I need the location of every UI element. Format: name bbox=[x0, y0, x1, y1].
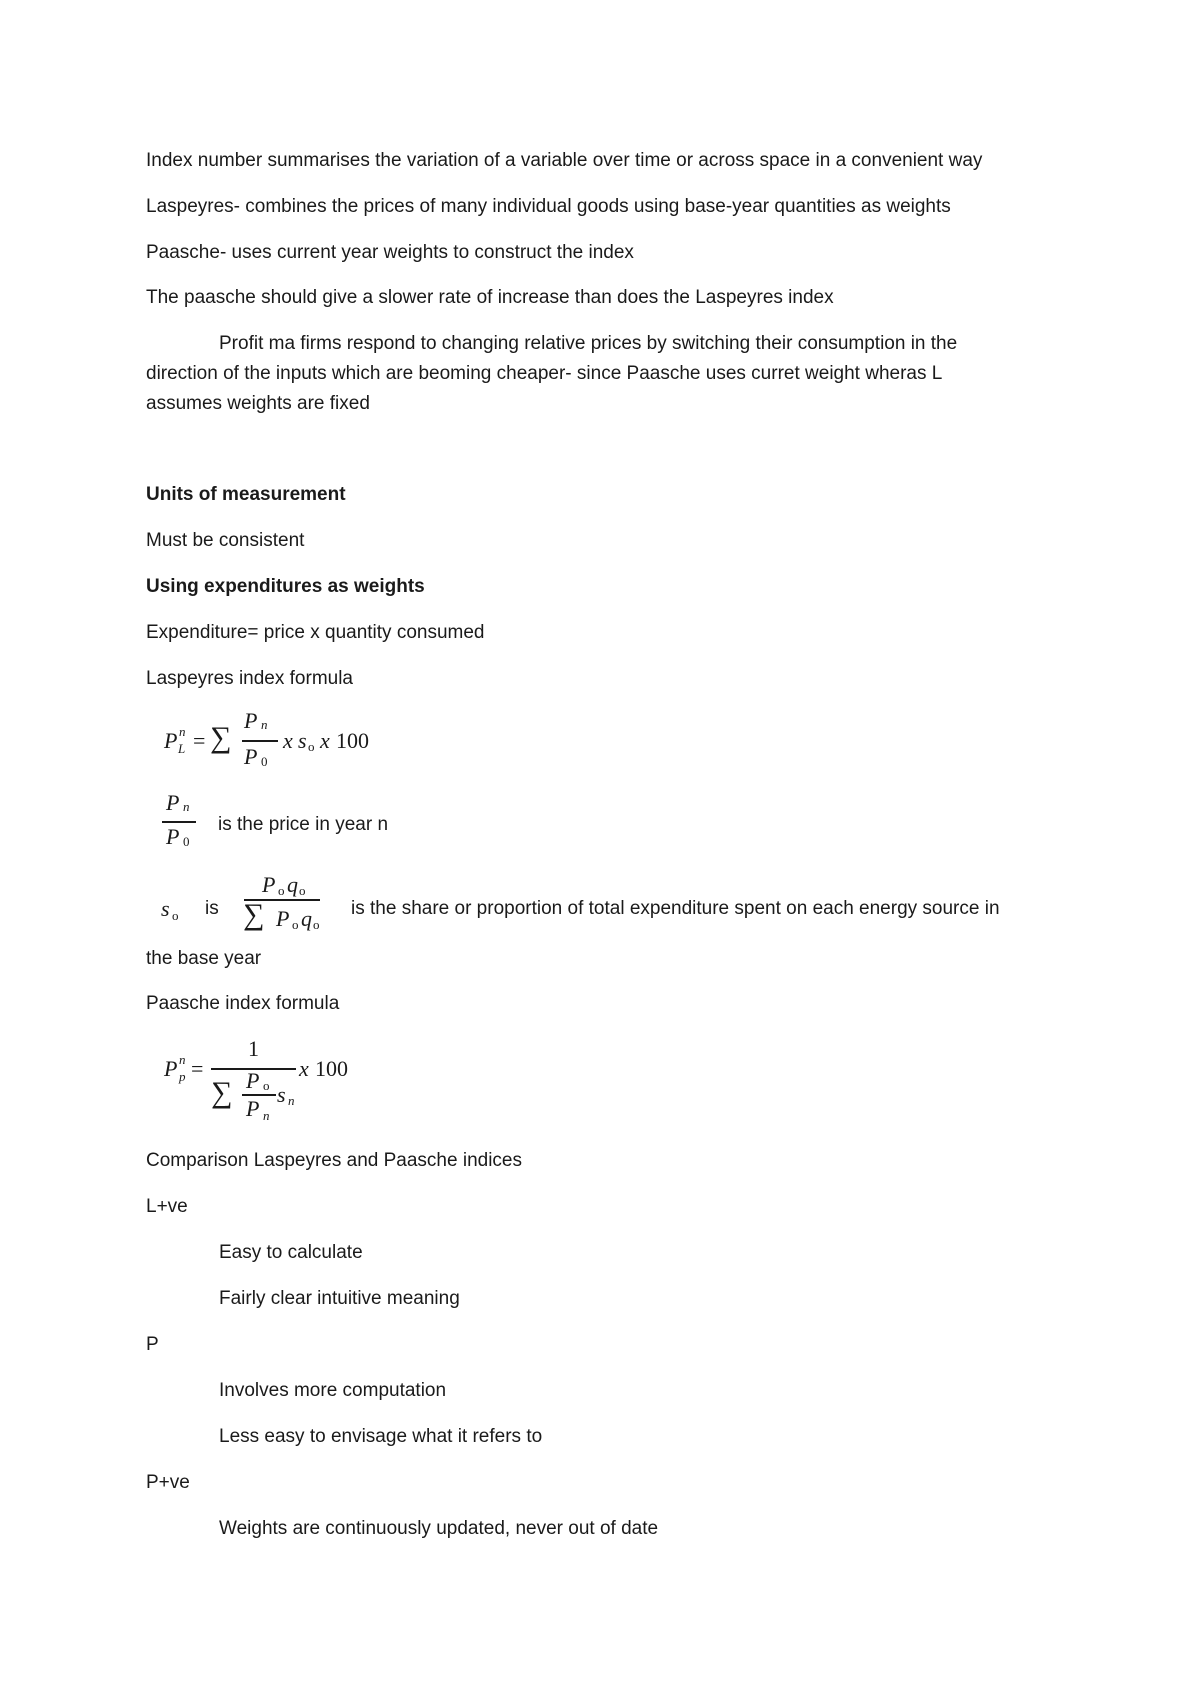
share-text-line1: is the share or proportion of total expenditure spent on each energy source in bbox=[351, 898, 1000, 919]
share-is-label: is bbox=[205, 898, 219, 919]
paragraph-comparison: The paasche should give a slower rate of increase than does the Laspeyres index bbox=[146, 287, 834, 308]
paragraph-laspeyres: Laspeyres- combines the prices of many individual goods using base-year quantities as weights bbox=[146, 196, 951, 217]
list-item: Fairly clear intuitive meaning bbox=[219, 1288, 460, 1309]
paasche-negative-label: P bbox=[146, 1334, 159, 1355]
share-fraction: P o q o ∑ P o q o bbox=[243, 872, 320, 932]
heading-expenditures: Using expenditures as weights bbox=[146, 576, 425, 597]
comparison-title: Comparison Laspeyres and Paasche indices bbox=[146, 1150, 522, 1171]
list-item: Weights are continuously updated, never out of date bbox=[219, 1518, 659, 1539]
units-text: Must be consistent bbox=[146, 530, 305, 551]
laspeyres-formula-title: Laspeyres index formula bbox=[146, 668, 353, 689]
laspeyres-positive-label: L+ve bbox=[146, 1196, 188, 1217]
share-symbol: s o bbox=[161, 896, 179, 923]
laspeyres-formula: P n L = ∑ P n P 0 x s o x 100 bbox=[164, 708, 369, 769]
paragraph-index-number: Index number summarises the variation of a variable over time or across space in a convenient way bbox=[146, 150, 983, 171]
share-text-line2: the base year bbox=[146, 948, 262, 969]
paasche-positive-label: P+ve bbox=[146, 1472, 190, 1493]
heading-units: Units of measurement bbox=[146, 484, 346, 505]
price-ratio-text: is the price in year n bbox=[218, 814, 389, 835]
list-item: Easy to calculate bbox=[219, 1242, 363, 1263]
paragraph-profit-line3: assumes weights are fixed bbox=[146, 393, 370, 414]
price-ratio: P n P 0 bbox=[160, 790, 200, 852]
paragraph-paasche: Paasche- uses current year weights to construct the index bbox=[146, 242, 634, 263]
paragraph-profit-line2: direction of the inputs which are beoming cheaper- since Paasche uses curret weight wheras L bbox=[146, 363, 943, 384]
list-item: Involves more computation bbox=[219, 1380, 447, 1401]
expenditure-definition: Expenditure= price x quantity consumed bbox=[146, 622, 485, 643]
list-item: Less easy to envisage what it refers to bbox=[219, 1426, 543, 1447]
paasche-formula: P n p = 1 ∑ P o P n s n x 100 bbox=[164, 1036, 348, 1123]
paragraph-profit-line1: Profit ma firms respond to changing relative prices by switching their consumption in the bbox=[219, 333, 958, 354]
paasche-formula-title: Paasche index formula bbox=[146, 993, 340, 1014]
